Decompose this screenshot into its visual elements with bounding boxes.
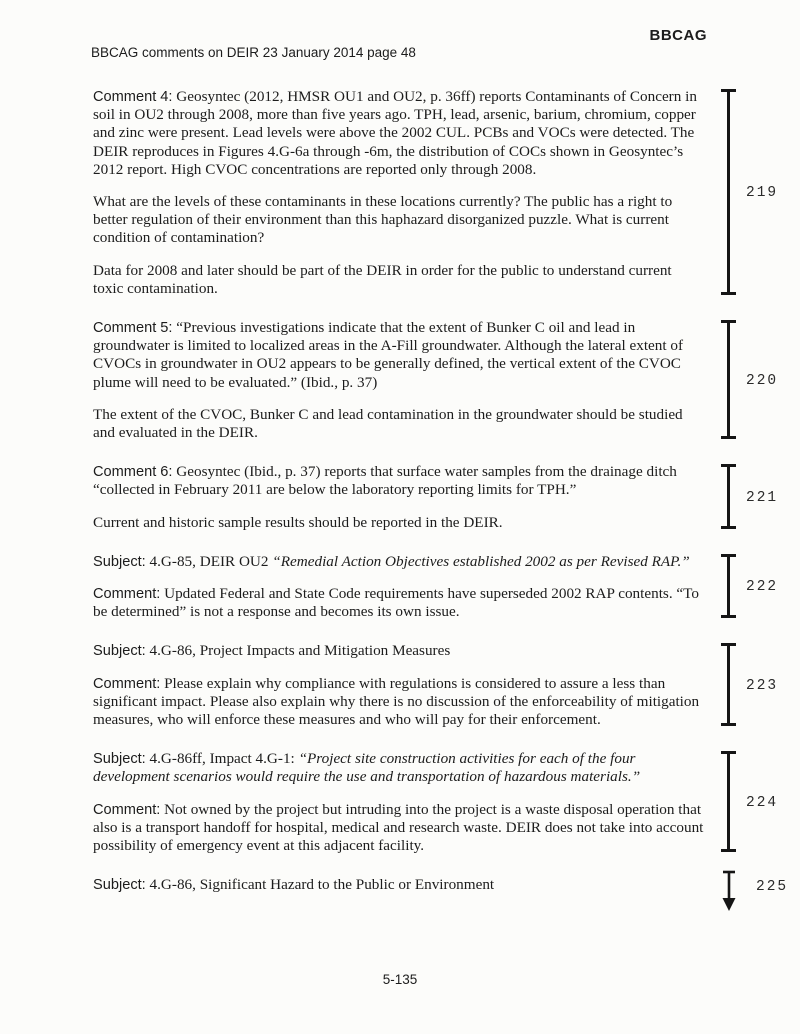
comment-text-column [93,319,704,442]
paragraph [93,262,704,298]
paragraph-label: Subject: [93,643,146,660]
comment-number: 222 [746,579,779,596]
paragraph-text: Please explain why compliance with regulations is considered to assure a less than significant impact. Please also explain why there is no discussion of the enforceability of mitigation measures, who will enforce these measures and who will pay for their enforcement. [93,674,700,729]
paragraph-label: Subject: [93,553,146,570]
paragraph-text: “Project site construction activities for each of the four development scenarios would require the use and transportation of hazardous materials.” [93,750,641,786]
comment-text-column [93,642,704,729]
paragraph [93,514,704,532]
margin-annotation [704,642,800,729]
margin-annotation [704,750,800,855]
comment-text-column [93,876,704,920]
paragraph-text: “Remedial Action Objectives established 2002 as per Revised RAP.” [272,552,690,570]
paragraph-label: Comment 6: [93,464,173,481]
paragraph [93,406,704,442]
comment-span-bracket [721,751,736,852]
paragraph-text: The extent of the CVOC, Bunker C and lead contamination in the groundwater should be studied and evaluated in the DEIR. [93,405,683,442]
paragraph-text: Data for 2008 and later should be part of the DEIR in order for the public to understand current toxic contamination. [93,261,672,297]
comment-text-column [93,463,704,532]
paragraph-label: Subject: [93,751,146,768]
paragraph-text: Updated Federal and State Code requirements have superseded 2002 RAP contents. “To be determined” is not a response and becomes its own issue. [93,585,699,621]
paragraph [93,553,704,571]
paragraph-label: Subject: [93,877,146,894]
comment-text-column [93,88,704,298]
comment-span-bracket [721,320,736,439]
comment-number: 221 [746,489,779,506]
paragraph-text: 4.G-85, DEIR OU2 [145,552,273,570]
paragraph [93,642,704,660]
paragraph [93,88,704,179]
comment-section-221 [93,463,800,532]
comment-number: 224 [746,794,779,811]
paragraph-text: Geosyntec (2012, HMSR OU1 and OU2, p. 36ff) reports Contaminants of Concern in soil in OU2 through 2008, more than five years ago. TPH, lead, arsenic, barium, chromium, copper and zinc were present. Lead levels were above the 2002 CUL. PCBs and VOCs were detected. The DEIR reproduces in Figures 4.G-6a through -6m, the distribution of COCs shown in Geosyntec’s 2012 report. High CVOC concentrations are reported only through 2008. [93,88,697,178]
paragraph-text: “Previous investigations indicate that the extent of Bunker C oil and lead in groundwater is limited to localized areas in the A-Fill groundwater. Although the lateral extent of CVOCs in groundwater in OU2 appears to be generally defined, the vertical extent of the CVOC plume will need to be evaluated.” (Ibid., p. 37) [93,319,684,391]
continuation-arrow-icon [719,869,739,918]
paragraph-label: Comment: [93,675,161,692]
paragraph [93,675,704,730]
paragraph [93,801,704,856]
comment-section-220 [93,319,800,442]
paragraph-text: 4.G-86ff, Impact 4.G-1: [145,750,299,768]
comment-text-column [93,750,704,855]
comment-number: 219 [746,185,779,202]
paragraph-label: Comment 5: [93,320,173,337]
comment-span-bracket [721,554,736,619]
comment-number: 220 [746,372,779,389]
page-number: 5-135 [382,972,418,987]
page-header: BBCAG comments on DEIR 23 January 2014 page 48 [91,45,416,60]
comment-span-bracket [721,89,736,295]
comments-list [93,88,800,941]
paragraph [93,750,704,786]
paragraph-text: What are the levels of these contaminants in these locations currently? The public has a right to better regulation of their environment than this haphazard disorganized puzzle. What is current condition of contamination? [93,193,673,247]
paragraph [93,193,704,248]
margin-annotation [704,876,800,920]
comment-section-222 [93,553,800,622]
paragraph [93,585,704,621]
comment-span-bracket [721,643,736,726]
comment-section-219 [93,88,800,298]
margin-annotation [704,553,800,622]
paragraph-label: Comment: [93,801,161,818]
comment-number: 223 [746,677,779,694]
comment-number: 225 [756,879,789,896]
paragraph-text: Not owned by the project but intruding into the project is a waste disposal operation that also is a transport handoff for hospital, medical and research waste. DEIR does not take into account possibility of emergency event at this adjacent facility. [93,800,704,855]
margin-annotation [704,88,800,298]
comment-section-225 [93,876,800,920]
paragraph [93,319,704,392]
paragraph-text: 4.G-86, Significant Hazard to the Public or Environment [145,876,495,894]
paragraph-text: Current and historic sample results should be reported in the DEIR. [93,513,503,531]
comment-text-column [93,553,704,622]
corner-org-label: BBCAG [649,27,707,44]
comment-span-bracket [721,464,736,529]
paragraph [93,463,704,499]
comment-section-223 [93,642,800,729]
margin-annotation [704,319,800,442]
margin-annotation [704,463,800,532]
paragraph-text: Geosyntec (Ibid., p. 37) reports that surface water samples from the drainage ditch “collected in February 2011 are below the laboratory reporting limits for TPH.” [93,463,677,499]
comment-section-224 [93,750,800,855]
paragraph-label: Comment 4: [93,89,173,105]
paragraph-text: 4.G-86, Project Impacts and Mitigation Measures [145,642,451,660]
paragraph-label: Comment: [93,586,161,603]
paragraph [93,876,704,894]
